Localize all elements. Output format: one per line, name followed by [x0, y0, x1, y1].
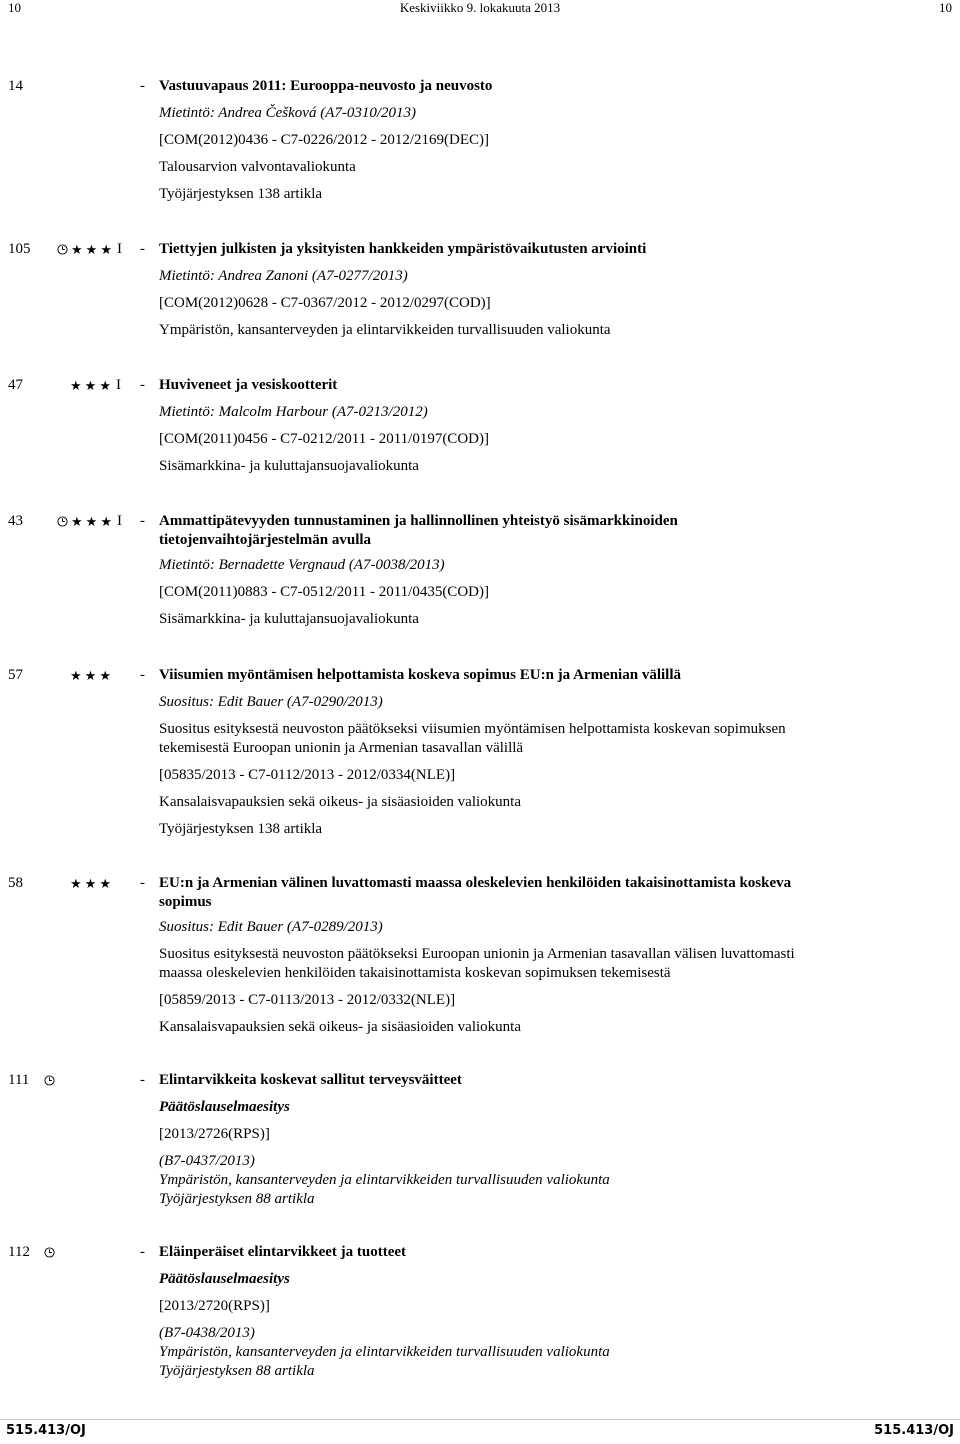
page-number-right: 10 [939, 0, 952, 15]
item-title: Elintarvikkeita koskevat sallitut terveysväitteet [159, 1072, 462, 1088]
star-icon: ★ [99, 668, 111, 683]
item-body [159, 512, 949, 629]
item-dash: - [140, 377, 145, 393]
star-icon: ★ [71, 242, 83, 257]
item-rule: Työjärjestyksen 88 artikla [159, 1191, 315, 1207]
item-rule: Työjärjestyksen 88 artikla [159, 1363, 315, 1379]
amendment-mark: I [116, 513, 122, 529]
item-title-line-1: EU:n ja Armenian välinen luvattomasti maassa oleskelevien henkilöiden takaisinottamista koskeva [159, 875, 792, 891]
item-symbols [44, 1071, 55, 1090]
star-icon: ★ [100, 514, 112, 529]
item-number: 58 [8, 875, 23, 891]
star-icon: ★ [99, 876, 111, 891]
item-dash: - [140, 875, 145, 891]
item-reference: [05859/2013 - C7-0113/2013 - 2012/0332(NLE)] [159, 992, 456, 1008]
item-symbols [57, 240, 122, 259]
item-rapporteur: Mietintö: Bernadette Vergnaud (A7-0038/2013) [159, 557, 445, 573]
clock-icon [57, 244, 68, 255]
item-reference: [COM(2012)0436 - C7-0226/2012 - 2012/2169(DEC)] [159, 132, 489, 148]
item-description-line-1: Suositus esityksestä neuvoston päätökseksi Euroopan unionin ja Armenian tasavallan välisen luvattomasti [159, 946, 795, 962]
item-rule: Työjärjestyksen 138 artikla [159, 186, 323, 202]
header-date: Keskiviikko 9. lokakuuta 2013 [399, 0, 561, 15]
star-icon: ★ [85, 514, 98, 529]
item-reference: [2013/2720(RPS)] [159, 1298, 270, 1314]
star-icon: ★ [84, 876, 97, 891]
item-rapporteur: Mietintö: Andrea Zanoni (A7-0277/2013) [159, 268, 408, 284]
star-icon: ★ [70, 668, 82, 683]
item-title: Vastuuvapaus 2011: Eurooppa-neuvosto ja neuvosto [159, 78, 493, 94]
item-document-number: (B7-0438/2013) [159, 1325, 255, 1341]
item-title: Tiettyjen julkisten ja yksityisten hankkeiden ympäristövaikutusten arviointi [159, 241, 647, 257]
item-reference: [2013/2726(RPS)] [159, 1126, 270, 1142]
clock-icon [57, 516, 68, 527]
amendment-mark: I [116, 241, 122, 257]
item-number: 111 [8, 1072, 30, 1088]
item-symbols [44, 1243, 55, 1262]
item-title-line-1: Ammattipätevyyden tunnustaminen ja hallinnollinen yhteistyö sisämarkkinoiden [159, 513, 678, 529]
item-description-line-2: maassa oleskelevien henkilöiden takaisinottamista koskevan sopimuksen tekemisestä [159, 965, 671, 981]
item-title-line-2: sopimus [159, 894, 212, 910]
item-document-number: (B7-0437/2013) [159, 1153, 255, 1169]
item-committee: Ympäristön, kansanterveyden ja elintarvikkeiden turvallisuuden valiokunta [159, 1172, 610, 1188]
amendment-mark: I [115, 377, 121, 393]
item-committee: Talousarvion valvontavaliokunta [159, 159, 356, 175]
item-body [159, 77, 949, 204]
item-committee: Sisämarkkina- ja kuluttajansuojavaliokunta [159, 611, 419, 627]
star-icon: ★ [99, 378, 111, 393]
item-body [159, 1243, 949, 1381]
item-symbols [70, 376, 121, 395]
item-number: 43 [8, 513, 23, 529]
item-body [159, 376, 949, 476]
item-symbols [70, 874, 111, 893]
item-dash: - [140, 241, 145, 257]
item-reference: [COM(2011)0456 - C7-0212/2011 - 2011/0197(COD)] [159, 431, 489, 447]
item-reference: [05835/2013 - C7-0112/2013 - 2012/0334(NLE)] [159, 767, 456, 783]
star-icon: ★ [85, 242, 98, 257]
item-description-line-1: Suositus esityksestä neuvoston päätökseksi viisumien myöntämisen helpottamista koskevan sopimuksen [159, 721, 786, 737]
item-title: Viisumien myöntämisen helpottamista koskeva sopimus EU:n ja Armenian välillä [159, 667, 681, 683]
item-number: 105 [8, 241, 31, 257]
item-symbols [70, 666, 111, 685]
item-rapporteur: Mietintö: Malcolm Harbour (A7-0213/2012) [159, 404, 428, 420]
item-number: 112 [8, 1244, 30, 1260]
item-body [159, 874, 949, 1037]
item-body [159, 240, 949, 340]
item-title-line-2: tietojenvaihtojärjestelmän avulla [159, 532, 372, 548]
item-body [159, 666, 949, 839]
item-dash: - [140, 513, 145, 529]
item-body [159, 1071, 949, 1209]
item-rapporteur: Suositus: Edit Bauer (A7-0290/2013) [159, 694, 383, 710]
item-document-type: Päätöslauselmaesitys [159, 1099, 290, 1115]
star-icon: ★ [70, 378, 82, 393]
star-icon: ★ [84, 378, 97, 393]
item-dash: - [140, 667, 145, 683]
item-committee: Ympäristön, kansanterveyden ja elintarvikkeiden turvallisuuden valiokunta [159, 322, 611, 338]
item-title: Huviveneet ja vesiskootterit [159, 377, 338, 393]
item-rapporteur: Mietintö: Andrea Češková (A7-0310/2013) [159, 105, 417, 121]
item-number: 47 [8, 377, 23, 393]
clock-icon [44, 1075, 55, 1086]
item-committee: Sisämarkkina- ja kuluttajansuojavaliokunta [159, 458, 419, 474]
item-rule: Työjärjestyksen 138 artikla [159, 821, 323, 837]
star-icon: ★ [71, 514, 83, 529]
footer-divider [0, 1419, 960, 1420]
item-committee: Ympäristön, kansanterveyden ja elintarvikkeiden turvallisuuden valiokunta [159, 1344, 610, 1360]
item-rapporteur: Suositus: Edit Bauer (A7-0289/2013) [159, 919, 383, 935]
item-reference: [COM(2012)0628 - C7-0367/2012 - 2012/0297(COD)] [159, 295, 491, 311]
item-dash: - [140, 78, 145, 94]
item-number: 57 [8, 667, 23, 683]
item-number: 14 [8, 78, 23, 94]
item-dash: - [140, 1244, 145, 1260]
item-dash: - [140, 1072, 145, 1088]
item-title: Eläinperäiset elintarvikkeet ja tuotteet [159, 1244, 407, 1260]
item-symbols [57, 512, 122, 531]
clock-icon [44, 1247, 55, 1258]
star-icon: ★ [84, 668, 97, 683]
item-description-line-2: tekemisestä Euroopan unionin ja Armenian tasavallan välillä [159, 740, 524, 756]
star-icon: ★ [100, 242, 112, 257]
item-document-type: Päätöslauselmaesitys [159, 1271, 290, 1287]
item-reference: [COM(2011)0883 - C7-0512/2011 - 2011/0435(COD)] [159, 584, 489, 600]
footer-doc-ref-left: 515.413/OJ [6, 1423, 86, 1438]
footer-doc-ref-right: 515.413/OJ [874, 1423, 954, 1438]
item-committee: Kansalaisvapauksien sekä oikeus- ja sisäasioiden valiokunta [159, 1019, 521, 1035]
page-number-left: 10 [8, 0, 21, 15]
item-committee: Kansalaisvapauksien sekä oikeus- ja sisäasioiden valiokunta [159, 794, 521, 810]
star-icon: ★ [70, 876, 82, 891]
